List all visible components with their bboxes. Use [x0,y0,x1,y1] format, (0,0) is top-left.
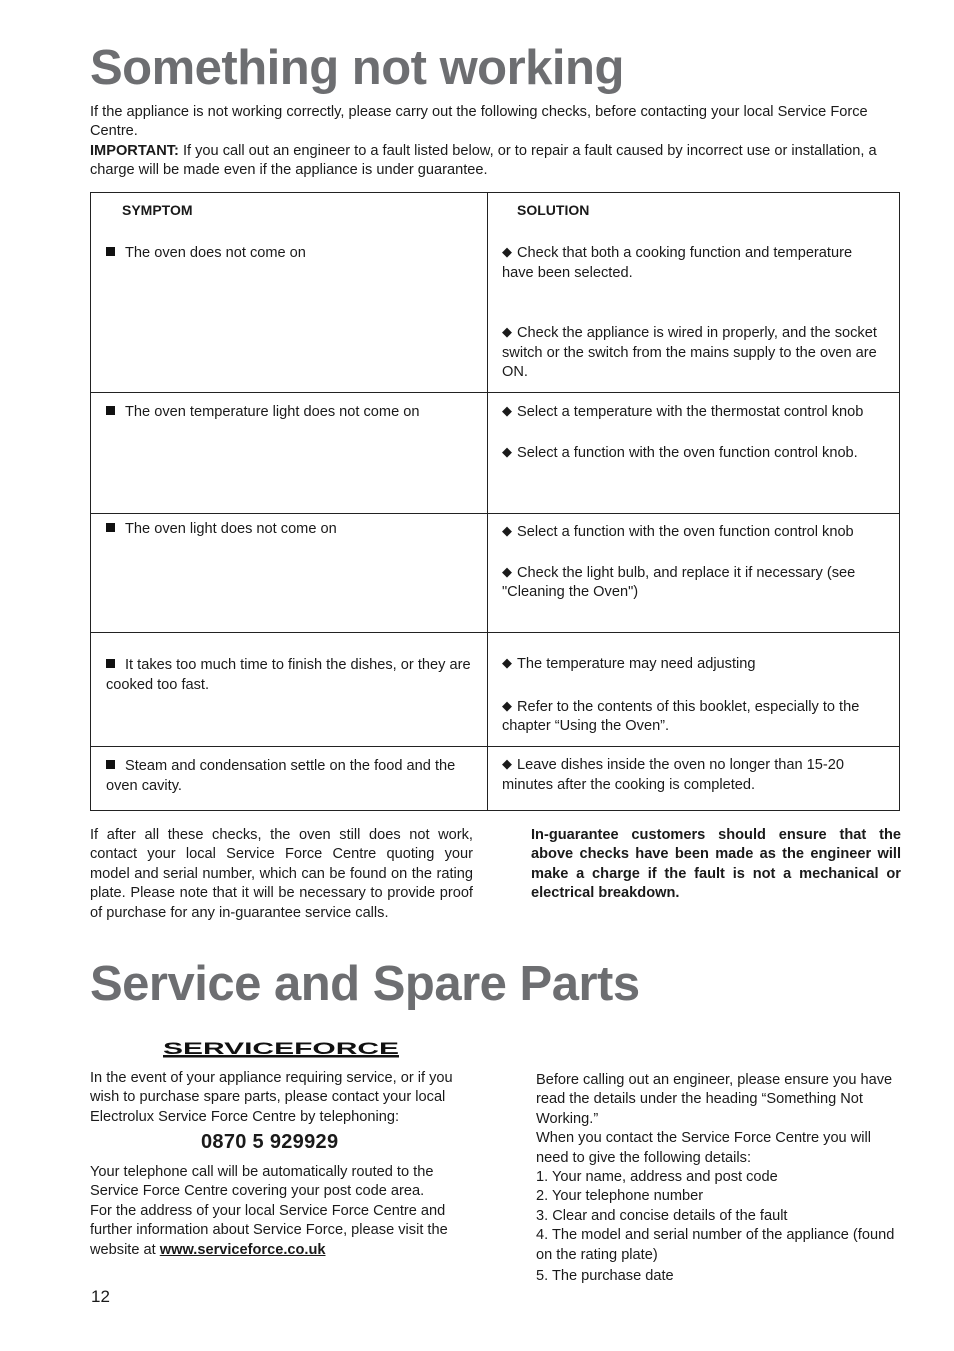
solution-header: SOLUTION [517,202,590,218]
logo-text: SERVICEFORCE [163,1040,399,1058]
service-intro: In the event of your appliance requiring service, or if you wish to purchase spare parts, please contact your local Electrolux Service Force Centre by telephoning: [90,1070,453,1125]
solution-cell [488,393,900,514]
list-item: 5. The purchase date [536,1268,674,1285]
symptom-text: The oven light does not come on [106,519,483,539]
website-link[interactable]: www.serviceforce.co.uk [159,1241,326,1258]
intro-paragraph: If the appliance is not working correctly, please carry out the following checks, before contacting your local Service Force Centre. [90,104,868,140]
solution-text: ◆ Select a function with the oven function control knob. [502,443,858,461]
troubleshooting-table [90,192,900,811]
solution-text: ◆ Select a function with the oven function control knob [502,523,854,540]
list-item: 1. Your name, address and post code [536,1169,778,1186]
solution-cell [488,193,900,393]
symptom-cell [91,747,488,811]
table-row [91,633,900,747]
solution-text: ◆ Select a temperature with the thermostat control knob [502,403,864,420]
diamond-bullet-icon: ◆ [502,523,512,538]
square-bullet-icon [106,760,115,769]
list-item: 2. Your telephone number [536,1188,704,1205]
diamond-bullet-icon: ◆ [502,563,512,579]
important-text: If you call out an engineer to a fault listed below, or to repair a fault caused by incorrect use or installation, a charge will be made even if the appliance is under guarantee. [90,142,877,179]
solution-text: ◆ Leave dishes inside the oven no longer than 15-20 minutes after the cooking is completed. [502,756,844,793]
important-notice [90,142,902,181]
guarantee-note: In-guarantee customers should ensure that the above checks have been made as the engineer will make a charge if the fault is not a mechanical or electrical breakdown. [531,827,901,902]
square-bullet-icon [106,659,115,668]
page-number: 12 [91,1287,110,1306]
symptom-text: The oven temperature light does not come on [106,402,483,422]
square-bullet-icon [106,247,115,256]
after-checks-text: If after all these checks, the oven still does not work, contact your local Service Force Centre quoting your model and serial number, which can be found on the rating plate. Please note that it will be necessary to provide proof of purchase for any in-guarantee service calls. [90,827,473,921]
solution-cell [488,747,900,811]
serviceforce-logo [163,1040,399,1058]
symptom-text: It takes too much time to finish the dishes, or they are cooked too fast. [106,657,471,693]
table-row [91,393,900,514]
diamond-bullet-icon: ◆ [502,697,512,713]
service-details-right [536,1071,902,1286]
symptom-header: SYMPTOM [122,202,193,218]
square-bullet-icon [106,406,115,415]
solution-text: ◆ Refer to the contents of this booklet, especially to the chapter “Using the Oven”. [502,697,860,734]
symptom-cell [91,514,488,633]
diamond-bullet-icon: ◆ [502,655,512,670]
solution-text: ◆ Check the light bulb, and replace it if necessary (see "Cleaning the Oven") [502,563,856,600]
page-title: Something not working [90,41,624,95]
table-row [91,193,900,393]
list-item: 4. The model and serial number of the appliance (found on the rating plate) [536,1227,895,1263]
before-calling-text: Before calling out an engineer, please ensure you have read the details under the heading “Something Not Working.” [536,1072,893,1127]
routing-text: Your telephone call will be automatically routed to the Service Force Centre covering your post code area. [90,1164,434,1200]
website-text: For the address of your local Service Force Centre and further information about Service Force, please visit the website at www.serviceforce.co.uk [90,1202,448,1258]
table-row [91,514,900,633]
diamond-bullet-icon: ◆ [502,756,512,771]
solution-text: ◆ Check that both a cooking function and temperature have been selected. [502,244,853,281]
diamond-bullet-icon: ◆ [502,324,512,339]
diamond-bullet-icon: ◆ [502,443,512,459]
list-item: 3. Clear and concise details of the fault [536,1207,788,1224]
symptom-cell [91,393,488,514]
solution-text: ◆ Check the appliance is wired in properly, and the socket switch or the switch from the mains supply to the oven are ON. [502,324,877,380]
solution-cell [488,514,900,633]
symptom-text: Steam and condensation settle on the food and the oven cavity. [106,758,456,794]
section-title: Service and Spare Parts [90,957,640,1011]
details-intro: When you contact the Service Force Centre you will need to give the following details: [536,1130,871,1166]
symptom-text: The oven does not come on [106,243,483,263]
diamond-bullet-icon: ◆ [502,244,512,259]
table-row [91,747,900,811]
service-details-left [90,1163,471,1260]
phone-number: 0870 5 929929 [201,1131,339,1153]
solution-cell [488,633,900,747]
intro-text [90,103,902,181]
symptom-cell [91,633,488,747]
square-bullet-icon [106,523,115,532]
diamond-bullet-icon: ◆ [502,403,512,418]
important-label: IMPORTANT: [90,142,179,159]
solution-text: ◆ The temperature may need adjusting [502,655,756,672]
symptom-cell [91,193,488,393]
